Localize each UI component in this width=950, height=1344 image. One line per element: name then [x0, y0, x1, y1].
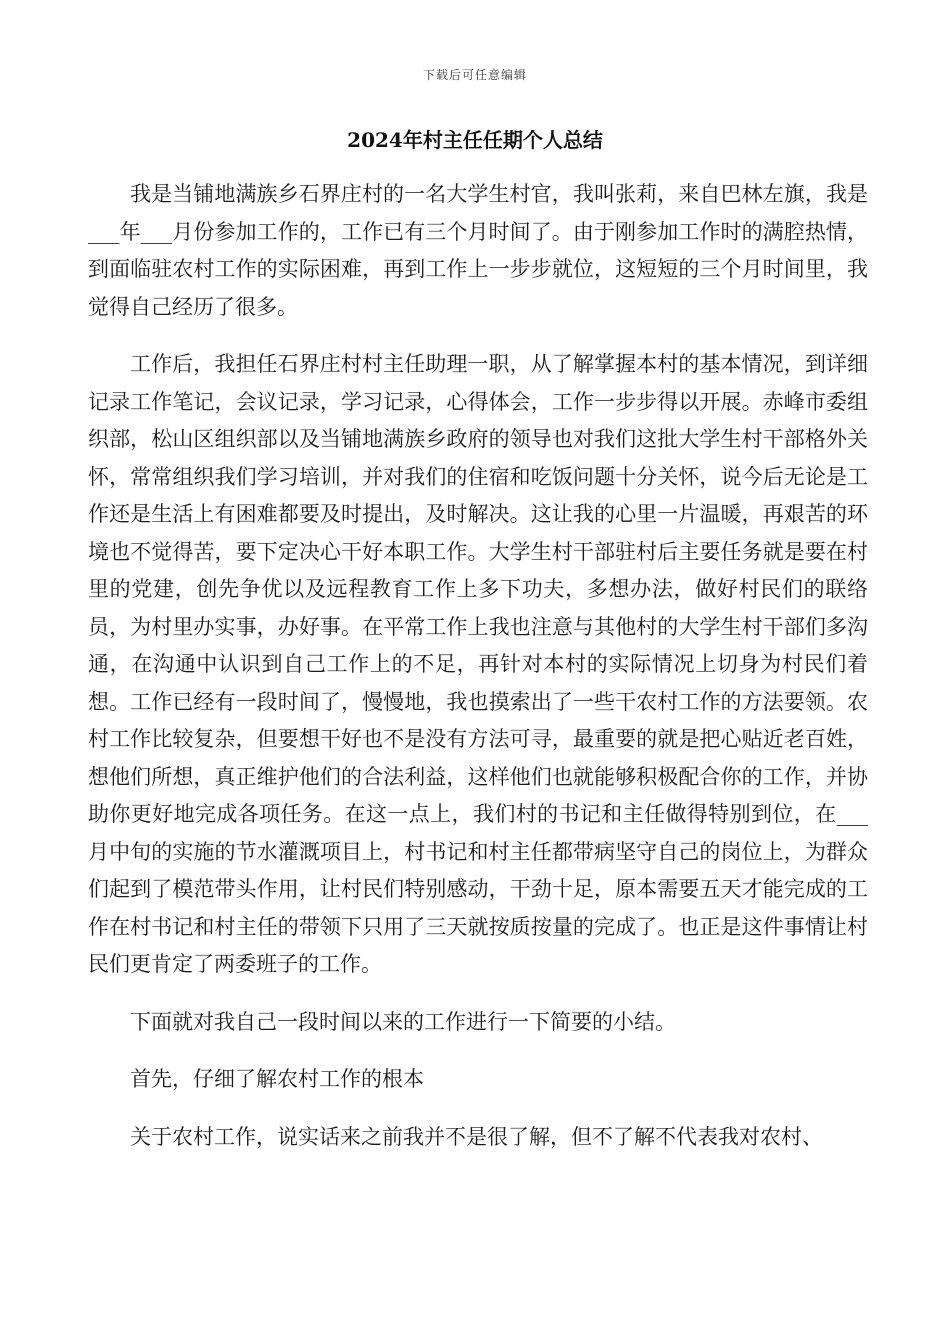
paragraph-heading-first: 首先，仔细了解农村工作的根本 [130, 1067, 424, 1091]
paragraph-intro: 我是当铺地满族乡石界庄村的一名大学生村官，我叫张莉，来自巴林左旗，我是___年___月份参加工作的，工作已有三个月时间了。由于刚参加工作时的满腔热情，到面临驻农村工作的实际困难，再到工作上一步步就位，这短短的三个月时间里，我觉得自己经历了很多。 [88, 182, 868, 319]
document-body [88, 176, 868, 1156]
header-note: 下载后可任意编辑 [422, 68, 527, 82]
paragraph-rural-work: 关于农村工作，说实话来之前我并不是很了解，但不了解不代表我对农村、 [130, 1124, 823, 1149]
paragraph-work: 工作后，我担任石界庄村村主任助理一职，从了解掌握本村的基本情况，到详细记录工作笔记，会议记录，学习记录，心得体会，工作一步步得以开展。赤峰市委组织部，松山区组织部以及当铺地满族乡政府的领导也对我们这批大学生村干部格外关怀，常常组织我们学习培训，并对我们的住宿和吃饭问题十分关怀，说今后无论是工作还是生活上有困难都要及时提出，及时解决。这让我的心里一片温暖，再艰苦的环境也不觉得苦，要下定决心干好本职工作。大学生村干部驻村后主要任务就是要在村里的党建，创先争优以及远程教育工作上多下功夫，多想办法，做好村民们的联络员，为村里办实事，办好事。在平常工作上我也注意与其他村的大学生村干部们多沟通，在沟通中认识到自己工作上的不足，再针对本村的实际情况上切身为村民们着想。工作已经有一段时间了，慢慢地，我也摸索出了一些干农村工作的方法要领。农村工作比较复杂，但要想干好也不是没有方法可寻，最重要的就是把心贴近老百姓，想他们所想，真正维护他们的合法利益，这样他们也就能够积极配合你的工作，并协助你更好地完成各项任务。在这一点上，我们村的书记和主任做得特别到位，在___月中旬的实施的节水灌溉项目上，村书记和村主任都带病坚守自己的岗位上，为群众们起到了模范带头作用，让村民们特别感动，干劲十足，原本需要五天才能完成的工作在村书记和村主任的带领下只用了三天就按质按量的完成了。也正是这件事情让村民们更肯定了两委班子的工作。 [88, 352, 868, 976]
paragraph-summary-lead: 下面就对我自己一段时间以来的工作进行一下简要的小结。 [130, 1009, 676, 1034]
document-title: 2024年村主任任期个人总结 [347, 128, 603, 152]
